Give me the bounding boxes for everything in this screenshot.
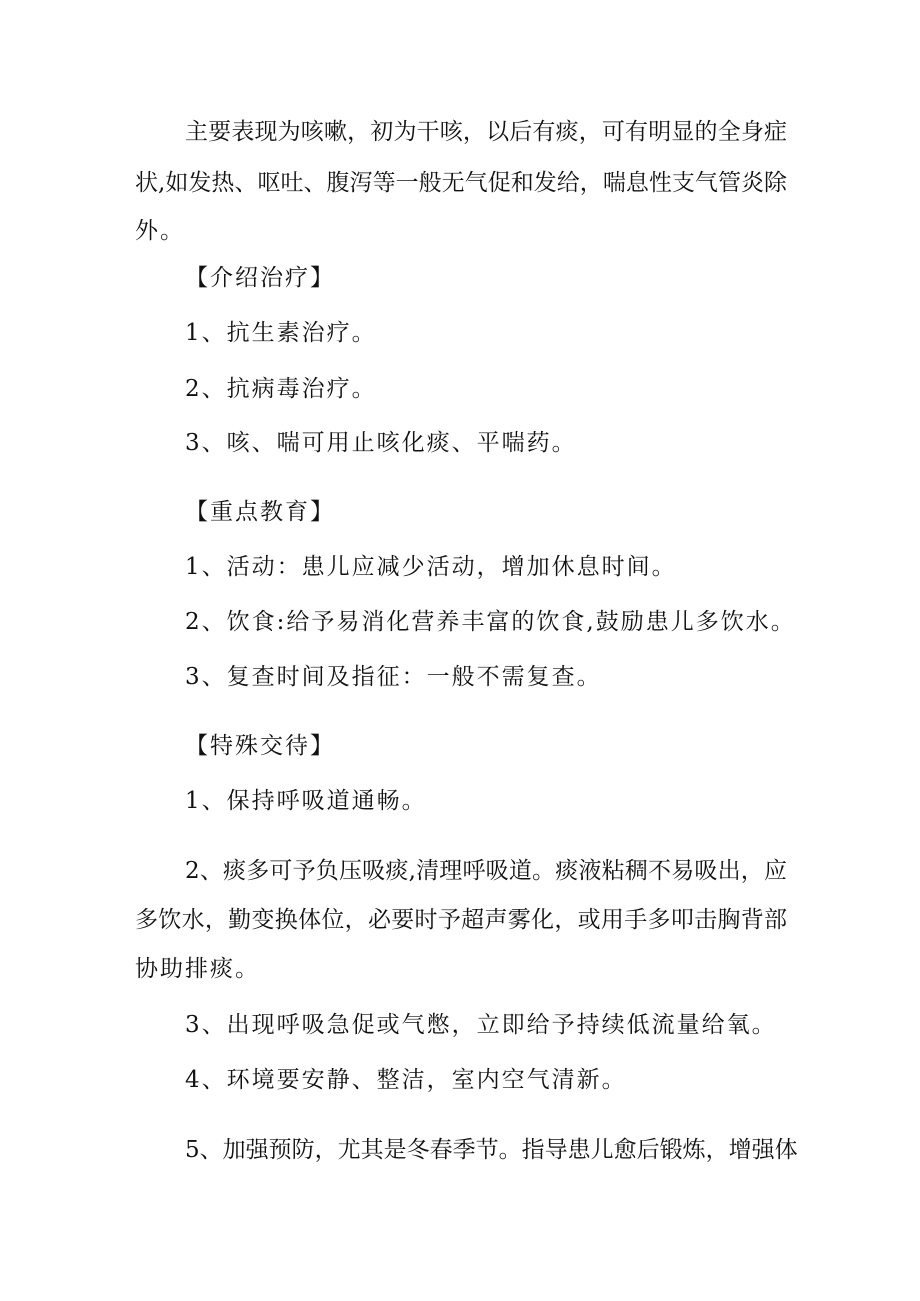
special-item-2-line-2: 多饮水，勤变换体位，必要时予超声雾化，或用手多叩击胸背部: [135, 907, 787, 933]
education-heading: 【重点教育】: [185, 499, 335, 525]
treatment-heading: 【介绍治疗】: [185, 265, 335, 291]
treatment-item-1: 1、抗生素治疗。: [185, 320, 377, 346]
special-item-4: 4、环境要安静、整洁，室内空气清新。: [185, 1067, 627, 1093]
intro-line-2: 状,如发热、呕吐、腹泻等一般无气促和发给，喘息性支气管炎除: [135, 170, 787, 196]
special-item-5: 5、加强预防，尤其是冬春季节。指导患儿愈后锻炼，增强体: [185, 1137, 798, 1163]
education-item-2: 2、饮食:给予易消化营养丰富的饮食,鼓励患儿多饮水。: [185, 609, 796, 635]
intro-line-3: 外。: [135, 218, 185, 244]
special-heading: 【特殊交待】: [185, 733, 335, 759]
special-item-1: 1、保持呼吸道通畅。: [185, 788, 427, 814]
special-item-2-line-3: 协助排痰。: [135, 956, 260, 982]
special-item-3: 3、出现呼吸急促或气憋，立即给予持续低流量给氧。: [185, 1012, 777, 1038]
intro-line-1: 主要表现为咳嗽，初为干咳，以后有痰，可有明显的全身症: [185, 119, 787, 145]
education-item-1: 1、活动：患儿应减少活动，增加休息时间。: [185, 554, 677, 580]
education-item-3: 3、复查时间及指征：一般不需复查。: [185, 664, 602, 690]
treatment-item-3: 3、咳、喘可用止咳化痰、平喘药。: [185, 430, 577, 456]
treatment-item-2: 2、抗病毒治疗。: [185, 376, 377, 402]
special-item-2-line-1: 2、痰多可予负压吸痰,清理呼吸道。痰液粘稠不易吸出，应: [185, 858, 787, 884]
